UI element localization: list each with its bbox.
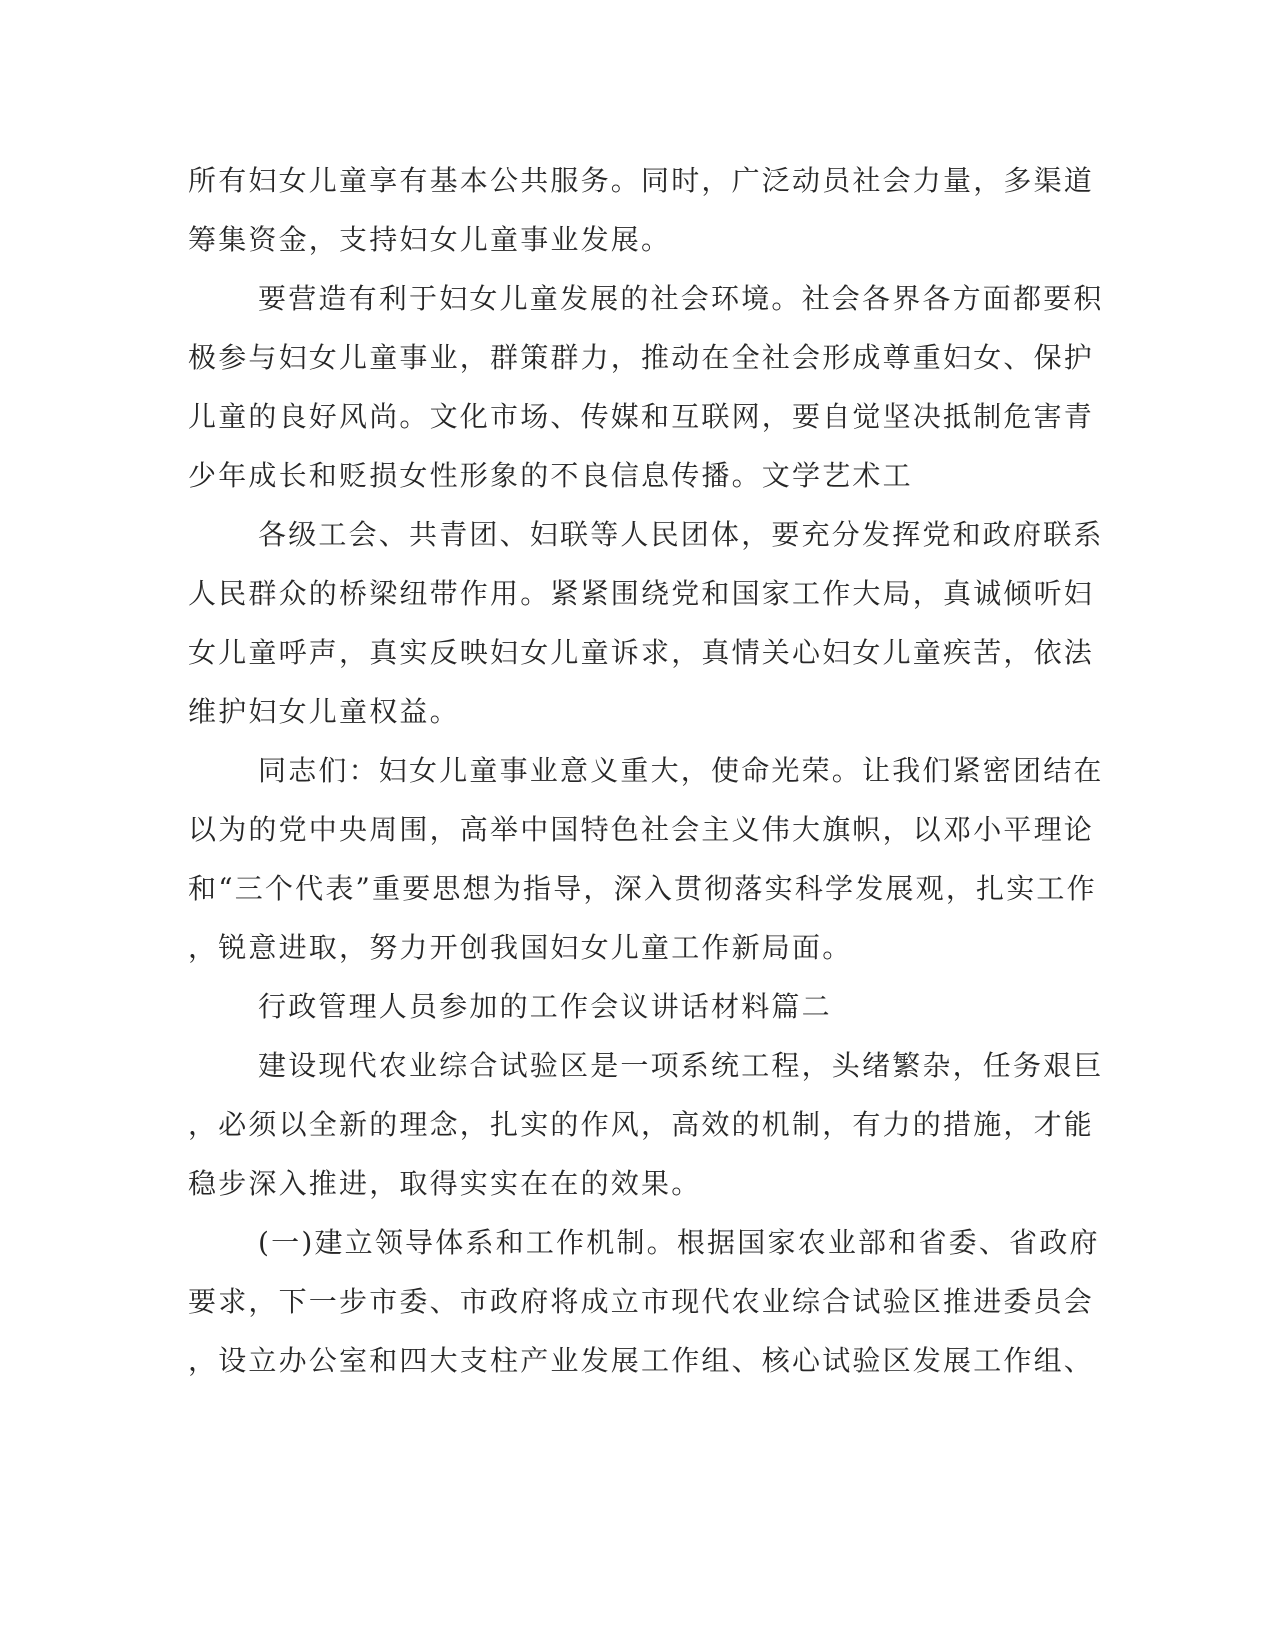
text-line: ，锐意进取，努力开创我国妇女儿童工作新局面。 xyxy=(188,931,853,964)
text-line: 要营造有利于妇女儿童发展的社会环境。社会各界各方面都要积 xyxy=(258,282,1104,315)
text-line: 各级工会、共青团、妇联等人民团体，要充分发挥党和政府联系 xyxy=(258,518,1104,551)
text-line: 儿童的良好风尚。文化市场、传媒和互联网，要自觉坚决抵制危害青 xyxy=(188,400,1095,433)
text-line: ，设立办公室和四大支柱产业发展工作组、核心试验区发展工作组、 xyxy=(188,1344,1095,1377)
text-line: 所有妇女儿童享有基本公共服务。同时，广泛动员社会力量，多渠道 xyxy=(188,164,1095,197)
section-heading: 行政管理人员参加的工作会议讲话材料篇二 xyxy=(258,990,832,1023)
text-line: ，必须以全新的理念，扎实的作风，高效的机制，有力的措施，才能 xyxy=(188,1108,1095,1141)
text-line: 少年成长和贬损女性形象的不良信息传播。文学艺术工 xyxy=(188,459,913,492)
text-line: 稳步深入推进，取得实实在在的效果。 xyxy=(188,1167,702,1200)
text-line: 维护妇女儿童权益。 xyxy=(188,695,460,728)
text-line: 以为的党中央周围，高举中国特色社会主义伟大旗帜，以邓小平理论 xyxy=(188,813,1095,846)
text-line: 极参与妇女儿童事业，群策群力，推动在全社会形成尊重妇女、保护 xyxy=(188,341,1095,374)
text-line: 和“三个代表”重要思想为指导，深入贯彻落实科学发展观，扎实工作 xyxy=(188,872,1097,905)
text-line: 人民群众的桥梁纽带作用。紧紧围绕党和国家工作大局，真诚倾听妇 xyxy=(188,577,1095,610)
text-line: (一)建立领导体系和工作机制。根据国家农业部和省委、省政府 xyxy=(258,1226,1100,1259)
text-line: 筹集资金，支持妇女儿童事业发展。 xyxy=(188,223,672,256)
text-line: 要求，下一步市委、市政府将成立市现代农业综合试验区推进委员会 xyxy=(188,1285,1095,1318)
text-line: 同志们：妇女儿童事业意义重大，使命光荣。让我们紧密团结在 xyxy=(258,754,1104,787)
text-line: 建设现代农业综合试验区是一项系统工程，头绪繁杂，任务艰巨 xyxy=(258,1049,1104,1082)
text-line: 女儿童呼声，真实反映妇女儿童诉求，真情关心妇女儿童疾苦，依法 xyxy=(188,636,1095,669)
